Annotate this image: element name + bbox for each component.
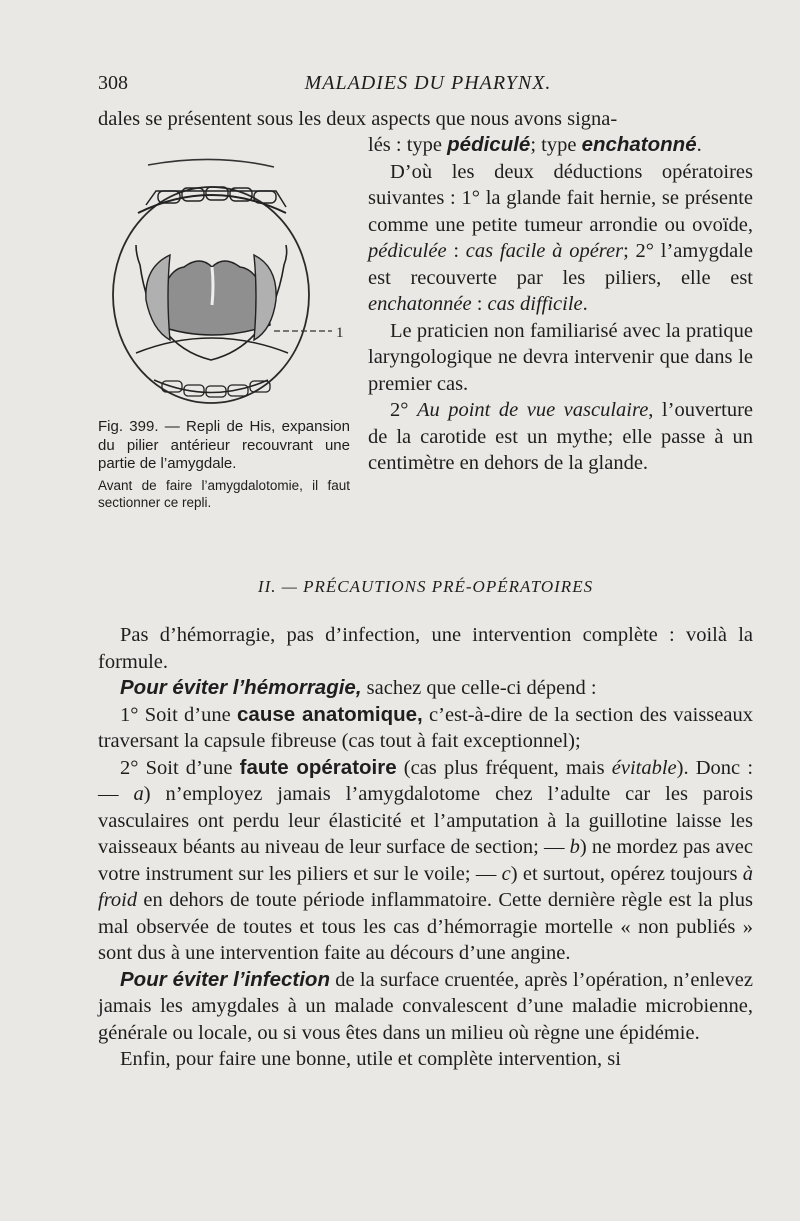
bold-term: pédiculé	[447, 133, 531, 156]
text-run: 1° Soit d’une	[120, 703, 238, 726]
bold-term: faute opératoire	[239, 755, 397, 779]
text-run: c’est-à-dire de la section des vaisseaux traversant la capsule fibreuse (cas tout à fait exceptionnel);	[98, 703, 753, 752]
bold-term: Pour éviter l’infection	[120, 967, 330, 991]
right-column-text	[368, 132, 753, 477]
caption-note: Avant de faire l’amygdalotomie, il faut sectionner ce repli.	[98, 477, 350, 510]
bold-term: enchatonné	[581, 133, 697, 156]
paragraph	[98, 675, 753, 702]
page-number: 308	[98, 72, 128, 94]
text-run: ) et surtout, opérez toujours	[510, 862, 743, 885]
text-run: , l’ouverture de la carotide est un mythe; elle passe à un centimètre en dehors de la glande.	[368, 399, 753, 474]
paragraph	[368, 397, 753, 477]
first-line: dales se présentent sous les deux aspects que nous avons signa-	[98, 108, 618, 130]
caption-main: Fig. 399. — Repli de His, expansion du pilier antérieur recouvrant une partie de l’amygdale.	[98, 418, 350, 472]
paragraph	[98, 967, 753, 1047]
paragraph: Pas d’hémorragie, pas d’infection, une intervention complète : voilà la formule.	[98, 624, 753, 673]
text-run: 2° Soit d’une	[120, 756, 240, 779]
figure-pharynx-illustration	[96, 155, 354, 420]
text-run: .	[582, 293, 588, 315]
text-run: lés : type	[368, 134, 448, 156]
text-run: .	[696, 134, 702, 156]
text-run: sachez que celle-ci dépend :	[361, 677, 597, 699]
text-run: :	[446, 240, 466, 262]
bold-term: cause anatomique,	[237, 702, 423, 726]
text-run: ) n’employez jamais l’amygdalotome chez l’adulte car les parois vasculaires ont perdu leur élasticité et l’amputation à la guillotine laisse les vaisseaux béants au niveau de leur surface de section; —	[98, 783, 754, 858]
main-text	[98, 622, 753, 1073]
figure-label-1: 1	[336, 325, 344, 341]
mouth-diagram	[96, 155, 354, 420]
text-run: D’où les deux déductions opératoires suivantes : 1° la glande fait hernie, se présente comme une petite tumeur arrondie ou ovoïde,	[368, 160, 753, 236]
paragraph	[368, 159, 753, 318]
text-run: (cas plus fréquent, mais	[396, 756, 612, 779]
text-run: ; type	[530, 134, 582, 156]
italic-term: pédiculée	[368, 240, 447, 262]
italic-term: b	[569, 836, 580, 858]
italic-term: a	[133, 783, 144, 805]
italic-term: Au point de vue vasculaire	[416, 399, 649, 421]
italic-term: enchatonnée	[368, 293, 472, 315]
paragraph: Enfin, pour faire une bonne, utile et complète intervention, si	[120, 1048, 621, 1070]
figure-caption	[98, 418, 350, 511]
text-run: de la surface cruentée, après l’opération, n’enlevez jamais les amygdales à un malade convalescent d’une maladie microbienne, générale ou locale, ou si vous êtes dans un milieu où règne une épidémie.	[98, 968, 753, 1044]
paragraph	[98, 755, 753, 967]
text-run: 2°	[390, 399, 417, 421]
paragraph	[98, 702, 753, 755]
italic-term: à froid	[98, 862, 754, 911]
section-heading: II. — PRÉCAUTIONS PRÉ-OPÉRATOIRES	[257, 577, 594, 596]
text-run: ). Donc : —	[98, 756, 754, 805]
text-run: en dehors de toute période inflammatoire. Cette dernière règle est la plus mal observée de toutes et tous les cas d’hémorragie mortelle « non publiés » sont dus à une intervention faite au décours d’une angine.	[98, 889, 753, 964]
page-header	[98, 70, 758, 104]
running-title: MALADIES DU PHARYNX.	[304, 72, 552, 94]
text-run: :	[471, 293, 488, 315]
paragraph: Le praticien non familiarisé avec la pratique laryngologique ne devra intervenir que dans le premier cas.	[368, 319, 753, 395]
text-run: ; 2° l’amygdale est recouverte par les piliers, elle est	[368, 240, 753, 289]
paragraph	[368, 132, 753, 159]
italic-term: cas facile à opérer	[465, 240, 624, 262]
bold-term: Pour éviter l’hémorragie,	[120, 676, 362, 699]
italic-term: cas difficile	[487, 293, 583, 315]
italic-term: évitable	[611, 756, 677, 779]
text-run: ) ne mordez pas avec votre instrument sur les piliers et sur le voile; —	[98, 836, 753, 885]
italic-term: c	[501, 862, 511, 885]
